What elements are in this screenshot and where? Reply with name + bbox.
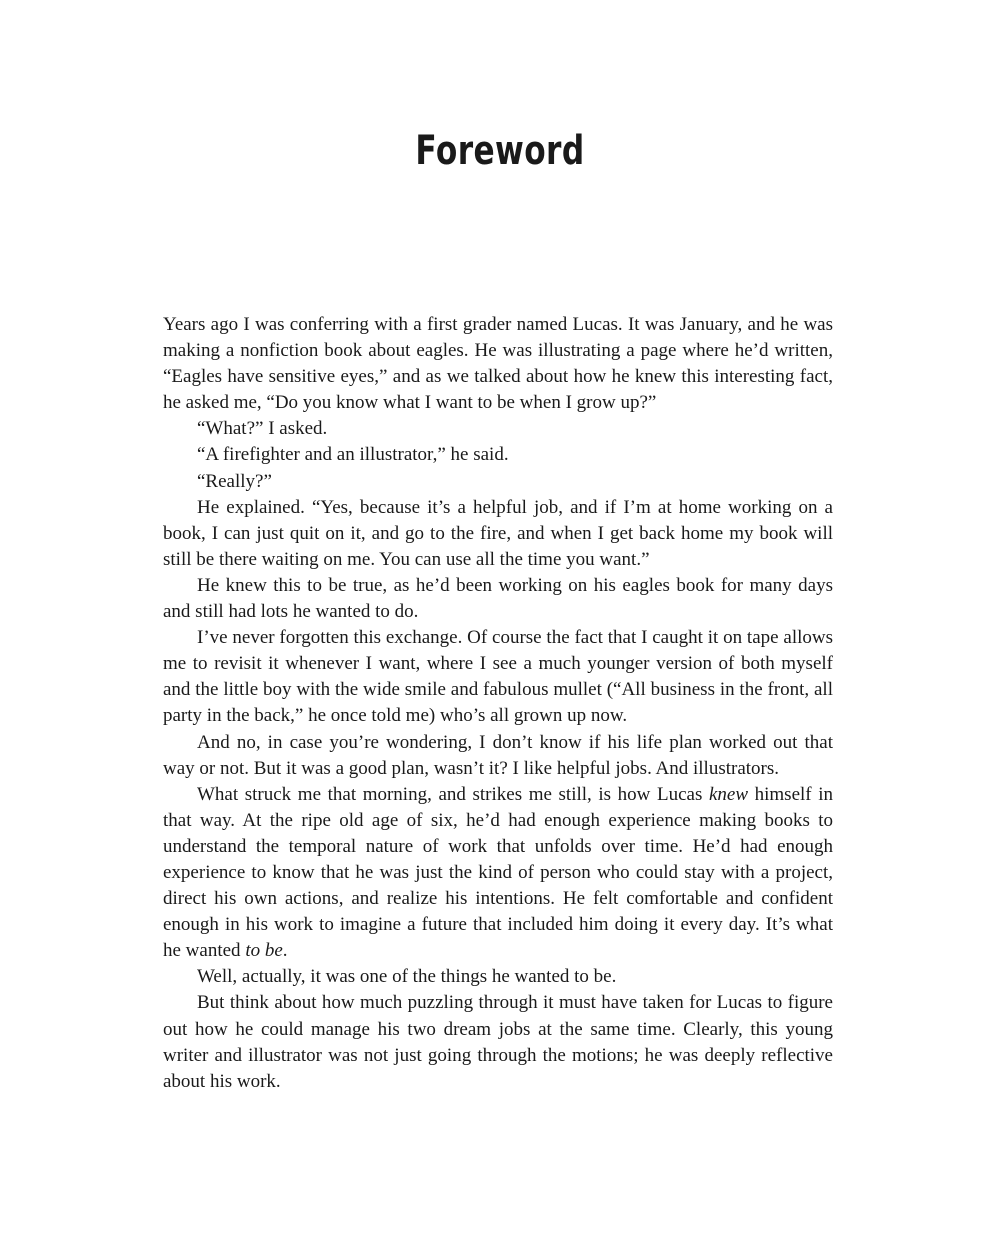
foreword-body bbox=[163, 312, 833, 1095]
paragraph-9-emphasis-to-be: to be bbox=[245, 940, 283, 962]
paragraph-5: He explained. “Yes, because it’s a helpful job, and if I’m at home working on a book, I can just quit on it, and go to the fire, and when I get back home my book will still be there waiting on me. You can use all the time you want.” bbox=[163, 496, 833, 570]
paragraph-8: And no, in case you’re wondering, I don’t know if his life plan worked out that way or not. But it was a good plan, wasn’t it? I like helpful jobs. And illustrators. bbox=[163, 731, 833, 779]
paragraph-3: “A firefighter and an illustrator,” he said. bbox=[197, 444, 509, 466]
paragraph-9-text-middle: himself in that way. At the ripe old age of six, he’d had enough experience making books to understand the temporal nature of work that unfolds over time. He’d had enough experience to know that he was just the kind of person who could stay with a project, direct his own actions, and realize his intentions. He felt comfortable and confident enough in his work to imagine a future that included him doing it every day. It’s what he wanted bbox=[163, 783, 833, 962]
paragraph-9-emphasis-knew: knew bbox=[708, 783, 749, 805]
paragraph-4: “Really?” bbox=[197, 470, 272, 492]
paragraph-9-text-start: What struck me that morning, and strikes me still, is how Lucas bbox=[197, 783, 709, 805]
chapter-title: Foreword bbox=[415, 128, 585, 174]
paragraph-11: But think about how much puzzling through it must have taken for Lucas to figure out how he could manage his two dream jobs at the same time. Clearly, this young writer and illustrator was not just going through the motions; he was deeply reflective about his work. bbox=[163, 992, 833, 1092]
paragraph-7: I’ve never forgotten this exchange. Of course the fact that I caught it on tape allows me to revisit it whenever I want, where I see a much younger version of both myself and the little boy with the wide smile and fabulous mullet (“All business in the front, all party in the back,” he once told me) who’s all grown up now. bbox=[163, 627, 833, 727]
paragraph-1: Years ago I was conferring with a first grader named Lucas. It was January, and he was making a nonfiction book about eagles. He was illustrating a page where he’d written, “Eagles have sensitive eyes,” and as we talked about how he knew this interesting fact, he asked me, “Do you know what I want to be when I grow up?” bbox=[163, 314, 833, 414]
paragraph-6: He knew this to be true, as he’d been working on his eagles book for many days and still had lots he wanted to do. bbox=[163, 574, 833, 623]
paragraph-9-text-end: . bbox=[282, 940, 288, 962]
paragraph-9 bbox=[163, 782, 833, 965]
paragraph-2: “What?” I asked. bbox=[197, 418, 328, 440]
paragraph-10: Well, actually, it was one of the things he wanted to be. bbox=[197, 966, 617, 988]
